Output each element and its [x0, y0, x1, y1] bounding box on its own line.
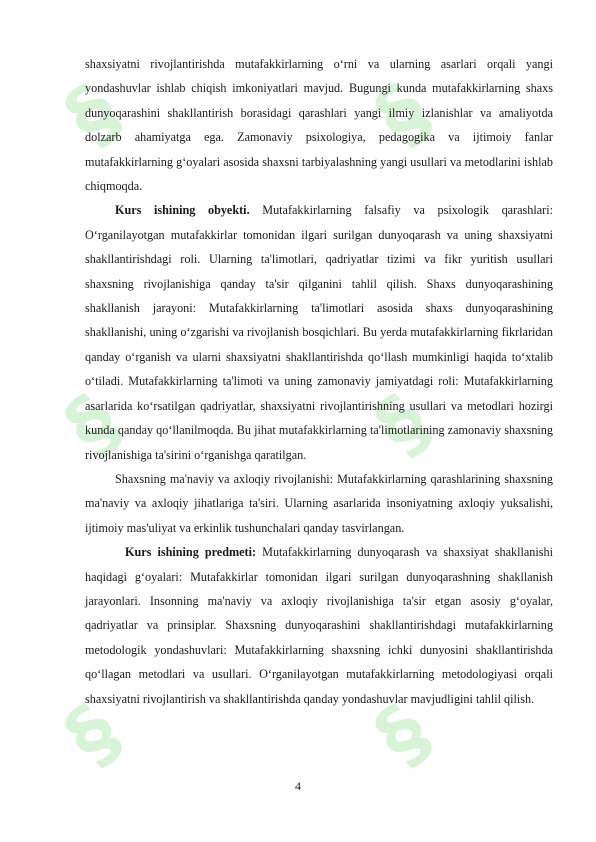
- object-heading: Kurs ishining obyekti.: [115, 203, 250, 218]
- subject-heading: Kurs ishining predmeti:: [125, 545, 257, 560]
- paragraph: Shaxsning ma'naviy va axloqiy rivojlanishi: Mutafakkirlarning qarashlarining shaxsning ma'naviy va axloqiy jihatlariga ta'siri. Ularning asarlarida insoniyatning axloqiy yuksalishi, ijtimoiy mas'uliyat va erkinlik tushunchalari qanday tasvirlangan.: [85, 471, 553, 535]
- watermark-icon: §: [49, 377, 137, 472]
- watermark-icon: §: [49, 67, 137, 162]
- document-body: [85, 52, 553, 711]
- watermark-icon: §: [359, 687, 447, 782]
- paragraph-text: Mutafakkirlarning falsafiy va psixologik qarashlari: O‘rganilayotgan mutafakkirlar tomonidan ilgari surilgan dunyoqarash va uning shaxsiyatni shakllantirishdagi roli. Ularning ta'limotlari, qadriyatlar tizimi va fikr yuritish usullari shaxsning rivojlanishiga qanday ta'sir qilganini tahlil qilish. Shaxs dunyoqarashining shakllanish jarayoni: Mutafakkirlarning ta'limotlari asosida shaxs dunyoqarashining shakllanishi, uning o‘zgarishi va rivojlanish bosqichlari. Bu yerda mutafakkirlarning fikrlaridan qanday o‘rganish va ularni shaxsiyatni shakllantirishda qo‘llash mumkinligi haqida to‘xtalib o‘tiladi. Mutafakkirlarning ta'limoti va uning zamonaviy jamiyatdagi roli: Mutafakkirlarning asarlarida ko‘rsatilgan qadriyatlar, shaxsiyatni rivojlantirishning usullari va metodlari hozirgi kunda qanday qo‘llanilmoqda. Bu jihat mutafakkirlarning ta'limotlarining zamonaviy shaxsning rivojlanishiga ta'sirini o‘rganishga qaratilgan.: [85, 203, 553, 462]
- paragraph-text: Mutafakkirlarning dunyoqarash va shaxsiyat shakllanishi haqidagi g‘oyalari: Mutafakkirlar tomonidan ilgari surilgan dunyoqarashning shakllanish jarayonlari. Insonning ma'naviy va axloqiy rivojlanishiga ta'sir etgan asosiy g‘oyalar, qadriyatlar va prinsiplar. Shaxsning dunyoqarashini shakllantirishdagi mutafakkirlarning metodologik yondashuvlari: Mutafakkirlarning shaxsning ichki dunyosini shakllantirishda qo‘llagan metodlari va usullari. O‘rganilayotgan mutafakkirlarning metodologiyasi orqali shaxsiyatni rivojlantirish va shakllantirishda qanday yondashuvlar mavjudligini tahlil qilish.: [85, 545, 553, 706]
- paragraph: [85, 540, 553, 711]
- page-number: 4: [295, 779, 301, 793]
- paragraph: [85, 198, 553, 466]
- watermark-icon: §: [359, 67, 447, 162]
- paragraph: shaxsiyatni rivojlantirishda mutafakkirlarning o‘rni va ularning asarlari orqali yangi yondashuvlar ishlab chiqish imkoniyatlari mavjud. Bugungi kunda mutafakkirlarning shaxs dunyoqarashini shakllantirish borasidagi qarashlari yangi ilmiy izlanishlar va amaliyotda dolzarb ahamiyatga ega. Zamonaviy psixologiya, pedagogika va ijtimoiy fanlar mutafakkirlarning g‘oyalari asosida shaxsni tarbiyalashning yangi usullari va metodlarini ishlab chiqmoqda.: [85, 57, 553, 194]
- watermark-icon: §: [359, 377, 447, 472]
- watermark-icon: §: [49, 687, 137, 782]
